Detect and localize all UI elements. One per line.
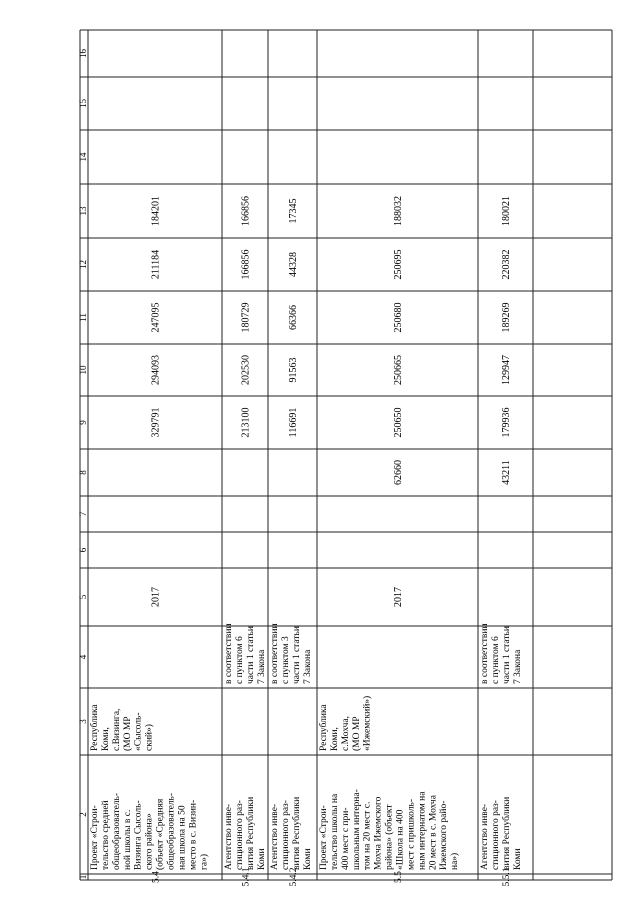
value-cell: 188032 [393,196,404,226]
row-id: 5.5 [393,871,404,883]
row-name-line: тельство средней [100,800,111,870]
row-name-line: стиционного раз- [280,800,291,870]
row-name-line: га») [199,853,210,870]
value-cell: 43211 [501,460,512,485]
column-number: 7 [78,511,89,517]
row-owner-line: (МО МР [122,716,133,751]
row-name-line: ная школа на 50 [177,805,188,870]
row-name-line: мест с пришколь- [406,798,417,870]
row-owner-line: Коми, [329,727,340,751]
row-name-line: Коми [512,848,523,870]
column-number: 15 [78,99,89,108]
row-owner-line: ский») [144,724,155,751]
row-name-line: Агентство инве- [224,803,234,870]
value-cell: 66366 [288,305,299,330]
value-cell: 17345 [288,198,299,224]
row-basis-line: части 1 статьи [291,626,302,684]
row-name-line: на») [450,852,461,870]
column-number: 3 [78,719,89,724]
value-cell: 129947 [501,355,512,385]
row-basis-line: части 1 статьи [501,626,512,684]
value-cell: 180729 [240,302,252,333]
value-cell: 62660 [393,460,404,485]
row-basis-line: с пунктом 3 [280,636,291,684]
column-number: 9 [78,420,89,425]
row-name-line: Ижемского райо- [439,800,450,870]
column-number: 4 [78,654,89,660]
column-number: 2 [78,812,89,817]
row-basis-line: 7 Закона [302,649,313,684]
row-name-line: ным интернатом на [417,791,428,870]
row-name-line: Проект «Строи- [90,805,100,870]
row-name-line: «Школа на 400 [395,809,406,870]
column-number: 14 [78,152,89,162]
row-name [90,793,209,870]
row-name-line: Визинга Сысоль- [133,800,144,870]
value-cell: 44328 [288,252,299,277]
row-name-line: 400 мест с при- [340,807,351,870]
row-name-line: Агентство инве- [270,803,280,870]
column-number: 8 [78,470,89,475]
row-name-line: Мохча Ижемского [373,796,384,870]
row-name-line: Проект «Строи- [319,805,329,870]
row-id: 5.4.1 [241,867,252,887]
row-name-line: общеобразователь- [166,792,177,870]
row-name [224,797,267,870]
row-owner-line: с.Мохча, [340,716,351,751]
row-name-line: тельство школы на [329,793,340,870]
row-name-line: Агентство инве- [480,803,490,870]
value-cell: 202530 [240,355,252,385]
row-name-line: вития Республики [501,796,512,870]
row-name-line: школьным интерна- [351,789,362,870]
row-owner-line: Республика [319,704,329,751]
value-cell: 213100 [240,407,252,438]
value-cell: 294093 [150,355,162,385]
row-name-line: Коми [302,848,313,870]
row-name-line: (объект «Средняя [155,798,166,870]
value-cell: 250695 [393,249,404,280]
row-id: 5.4.2 [288,867,299,887]
column-number: 6 [78,547,89,553]
row-basis-line: с пунктом 6 [490,636,501,684]
row-name [270,797,313,870]
row-name-line: вития Республики [245,796,256,870]
row-name [480,797,523,870]
row-owner [318,696,373,751]
column-number: 12 [78,260,89,269]
row-basis [270,623,313,684]
row-name [319,789,460,870]
row-basis-line: 7 Закона [256,649,267,684]
column-number: 10 [78,365,89,375]
row-owner-line: (МО МР [351,716,362,751]
row-id: 5.5.1 [501,867,512,887]
row-name-line: том на 20 мест с. [362,801,373,870]
row-name-line: Коми [256,848,267,870]
row-basis-line: в соответствии [270,623,280,684]
value-cell: 166856 [240,249,252,280]
row-name-line: место в с. Визин- [188,799,199,870]
column-number: 16 [78,49,89,58]
row-name-line: стиционного раз- [234,800,245,870]
row-owner-line: «Ижемский») [362,695,373,751]
value-cell: 247095 [150,302,162,333]
row-name-line: ского района» [144,813,155,870]
row-year: 2017 [150,587,162,607]
row-owner-line: с.Визинга, [111,708,122,751]
value-cell: 250680 [393,302,404,333]
row-basis-line: в соответствии [480,623,490,684]
value-cell: 220382 [501,249,512,280]
row-name-line: района» (объект [384,804,395,870]
row-basis-line: в соответствии [224,623,234,684]
row-owner-line: Республика [90,704,100,751]
row-owner-line: «Сысоль- [133,712,144,751]
row-basis [224,623,267,684]
value-cell: 211184 [150,249,162,280]
value-cell: 329791 [150,407,162,438]
column-number: 1 [78,874,89,880]
row-basis-line: с пунктом 6 [234,636,245,684]
value-cell: 180021 [501,196,512,226]
value-cell: 91563 [288,357,299,383]
row-name-line: ной школы в с. [122,809,133,870]
row-owner [89,704,155,751]
row-name-line: вития Республики [291,796,302,870]
row-name-line: 20 мест в с. Мохча [428,795,439,870]
value-cell: 179936 [501,407,512,438]
value-cell: 184201 [150,196,162,226]
row-name-line: общеобразователь- [111,792,122,870]
value-cell: 189269 [501,302,512,333]
column-number: 13 [78,206,89,216]
row-name-line: стиционного раз- [490,800,501,870]
row-basis-line: 7 Закона [512,649,523,684]
value-cell: 116691 [288,407,299,438]
row-id: 5.4 [151,871,162,883]
column-number: 11 [78,313,89,322]
column-number: 5 [78,594,89,600]
row-year: 2017 [393,587,404,607]
row-basis [480,623,523,684]
row-basis-line: части 1 статьи [245,626,256,684]
row-owner-line: Коми, [100,727,111,751]
value-cell: 166856 [240,196,252,226]
value-cell: 250650 [393,407,404,438]
value-cell: 250665 [393,355,404,385]
